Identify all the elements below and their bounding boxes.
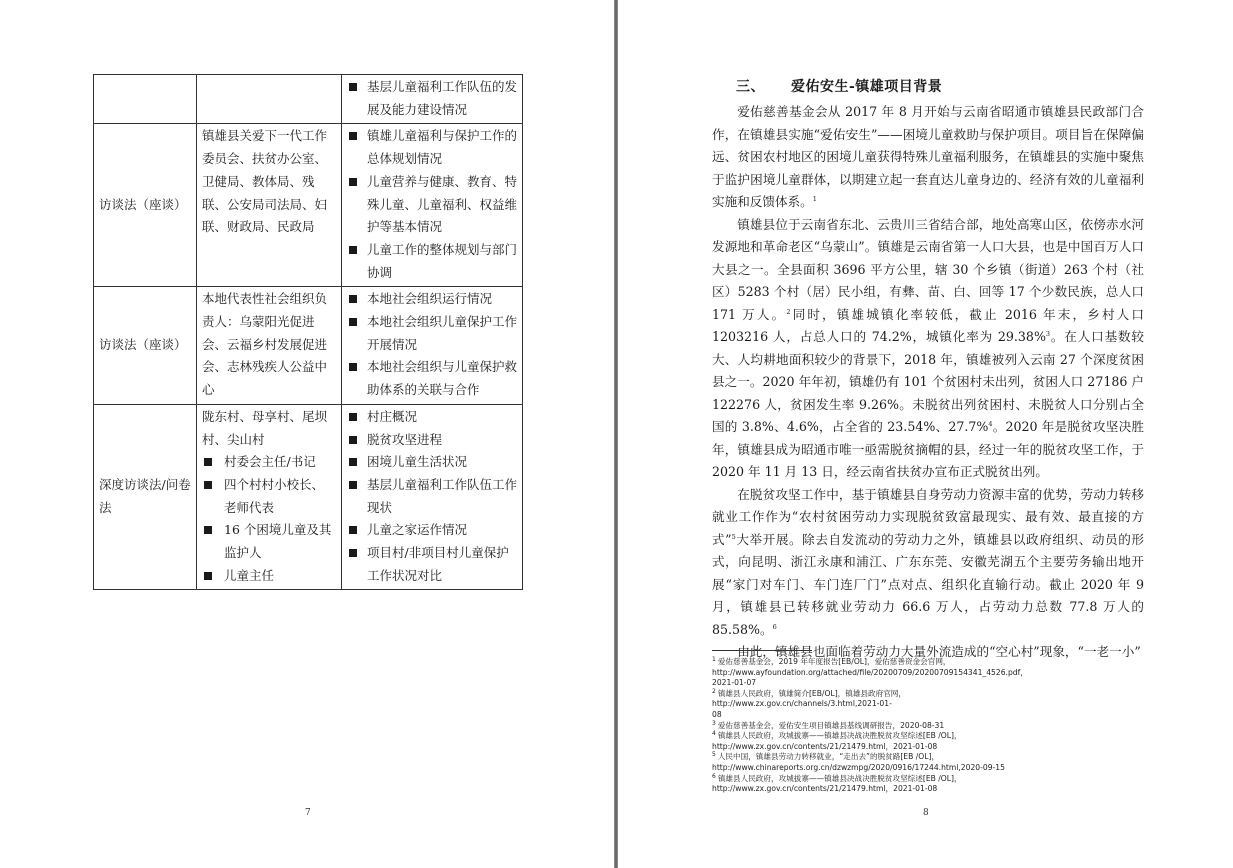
footnote-line: 爱佑慈善基金会，爱佑安生项目镇雄县基线调研报告，2020-08-31 (717, 720, 945, 730)
footnote (712, 752, 1032, 773)
content-item: 本地社会组织运行情况 (347, 288, 517, 311)
content-item: 困境儿童生活状况 (347, 451, 517, 474)
content-list (347, 406, 517, 588)
footnote (712, 731, 1032, 752)
table-row (94, 287, 523, 405)
content-list (347, 76, 517, 121)
interviewee-text: 本地代表性社会组织负责人：乌蒙阳光促进会、云福乡村发展促进会、志林残疾人公益中心 (202, 291, 328, 398)
paragraph-1 (712, 101, 1144, 214)
footnote-ref-4: 4 (988, 420, 993, 428)
footnote-number: 4 (712, 730, 716, 738)
footnote-line: http://www.zx.gov.cn/contents/21/21479.html，2021-01-08 (712, 784, 938, 794)
content-item: 脱贫攻坚进程 (347, 429, 517, 452)
paragraph-2-text-b: 同时，镇雄城镇化率较低，截止 2016 年末，乡村人口 1203216 人，占总人口的 74.2%，城镇化率为 29.38% (712, 306, 1144, 344)
paragraph-3-text-b: 大举开展。除去自发流动的劳动力之外，镇雄县以政府组织、动员的形式，向昆明、浙江永康和浦江、广东东莞、安徽芜湖五个主要劳务输出地开展“家门对车门、车门连厂门”点对点、组织化直输行动。截止 2020 年 9 月，镇雄县已转移就业劳动力 66.6 万人，占劳动力总数 77.8 万人的 85.58%。 (712, 531, 1144, 637)
paragraph-1-text: 爱佑慈善基金会从 2017 年 8 月开始与云南省昭通市镇雄县民政部门合作，在镇雄县实施“爱佑安生”——困境儿童救助与保护项目。项目旨在保障偏远、贫困农村地区的困境儿童获得特殊儿童福利服务，在镇雄县的实施中聚焦于监护困境儿童群体，以期建立起一套直达儿童身边的、经济有效的儿童福利实施和反馈体系。 (712, 104, 1144, 209)
footnote-line: http://www.chinareports.org.cn/dzwzmpg/2020/0916/17244.html,2020-09-15 (712, 762, 1005, 772)
paragraph-2-text-d: 。2020 年是脱贫攻坚决胜年，镇雄县成为昭通市唯一亟需脱贫摘帽的县，经过一年的脱贫攻坚工作，于 2020 年 11 月 13 日，经云南省扶贫办宣布正式脱贫出列。 (712, 419, 1144, 479)
method-cell (94, 75, 197, 124)
interviewee-text: 陇东村、母享村、尾坝村、尖山村 (202, 408, 328, 447)
footnote-line: 镇雄县人民政府，攻城拔寨——镇雄县决战决胜脱贫攻坚综述[EB /OL]， (717, 731, 962, 741)
content-list (347, 288, 517, 402)
footnote (712, 657, 1032, 689)
content-item: 村庄概况 (347, 406, 517, 429)
body-text (712, 101, 1144, 664)
content-item: 儿童营养与健康、教育、特殊儿童、儿童福利、权益维护等基本情况 (347, 171, 517, 239)
content-list (347, 125, 517, 284)
interviewee-text: 镇雄县关爱下一代工作委员会、扶贫办公室、卫健局、教体局、残联、公安局司法局、妇联、财政局、民政局 (202, 128, 328, 235)
footnotes (712, 657, 1032, 795)
interviewee-list (202, 451, 336, 587)
method-cell: 深度访谈法/问卷法 (94, 404, 197, 590)
footnote (712, 774, 1032, 795)
section-title-text: 爱佑安生-镇雄项目背景 (791, 79, 943, 95)
content-item: 儿童之家运作情况 (347, 519, 517, 542)
method-cell: 访谈法（座谈） (94, 287, 197, 405)
method-cell: 访谈法（座谈） (94, 124, 197, 287)
footnote-line: 08 (712, 709, 722, 719)
section-title (736, 76, 942, 96)
table-row (94, 75, 523, 124)
section-number: 三、 (736, 79, 765, 95)
interviewee-item: 四个村村小校长、老师代表 (202, 474, 336, 519)
footnote (712, 689, 1032, 721)
research-methods-table (93, 74, 523, 590)
content-item: 本地社会组织与儿童保护救助体系的关联与合作 (347, 356, 517, 401)
table-row (94, 404, 523, 590)
footnote-number: 1 (712, 656, 716, 663)
footnote-line: 镇雄县人民政府，攻城拔寨——镇雄县决战决胜脱贫攻坚综述[EB /OL]， (717, 773, 962, 783)
footnote-line: http://www.ayfoundation.org/attached/file/20200709/20200709154341_4526.pdf，2021-01-07 (712, 667, 1028, 688)
page-number-right: 8 (923, 808, 929, 818)
paragraph-2 (712, 214, 1144, 484)
interviewee-cell (197, 75, 342, 124)
content-item: 本地社会组织儿童保护工作开展情况 (347, 311, 517, 356)
interviewee-item: 儿童主任 (202, 565, 336, 588)
interviewee-cell (197, 404, 342, 590)
content-item: 基层儿童福利工作队伍的发展及能力建设情况 (347, 76, 517, 121)
footnote-ref-1: 1 (812, 195, 817, 203)
footnote-separator (712, 650, 812, 651)
paragraph-2-text-a: 镇雄县位于云南省东北、云贵川三省结合部，地处高寒山区，依傍赤水河发源地和革命老区“乌蒙山”。镇雄是云南省第一人口大县，也是中国百万人口大县之一。全县面积 3696 平方公里，辖 30 个乡镇（街道）263 个村（社区）5283 个村（居）民小组，有彝、苗、白、回等 17 个少数民族，总人口 171 万人。 (712, 216, 1144, 322)
footnote (712, 721, 1032, 732)
content-cell (342, 404, 523, 590)
footnote-number: 6 (712, 772, 716, 780)
footnote-number: 5 (712, 751, 716, 759)
content-cell (342, 75, 523, 124)
table-body (94, 75, 523, 590)
footnote-ref-5: 5 (731, 532, 736, 541)
interviewee-cell (197, 124, 342, 287)
paragraph-4: 由此，镇雄县也面临着劳动力大量外流造成的“空心村”现象，“一老一小” (737, 644, 1141, 659)
footnote-line: 人民中国，镇雄县劳动力转移就业，“走出去”的脱贫路[EB /OL]， (717, 752, 940, 762)
footnote-number: 3 (712, 719, 716, 727)
paragraph-3 (712, 484, 1144, 642)
content-item: 基层儿童福利工作队伍工作现状 (347, 474, 517, 519)
footnote-ref-6: 6 (772, 622, 777, 631)
content-cell (342, 287, 523, 405)
content-item: 镇雄儿童福利与保护工作的总体规划情况 (347, 125, 517, 170)
page-number-left: 7 (305, 808, 311, 818)
footnote-line: http://www.zx.gov.cn/contents/21/21479.html，2021-01-08 (712, 741, 938, 751)
content-item: 项目村/非项目村儿童保护工作状况对比 (347, 542, 517, 587)
interviewee-cell (197, 287, 342, 405)
content-item: 儿童工作的整体规划与部门协调 (347, 239, 517, 284)
footnote-number: 2 (712, 687, 716, 695)
interviewee-item: 16 个困境儿童及其监护人 (202, 519, 336, 564)
footnote-ref-3: 3 (1045, 330, 1051, 338)
interviewee-item: 村委会主任/书记 (202, 451, 336, 474)
paragraph-2-text-c: 。在人口基数较大、人均耕地面积较少的背景下，2018 年，镇雄被列入云南 27 个深度贫困县之一。2020 年年初，镇雄仍有 101 个贫困村未出列，贫困人口 27186 户 122276 人，贫困发生率 9.26%。未脱贫出列贫困村、未脱贫人口分别占全国的 3.8%、4.6%，占全省的 23.54%、27.7% (712, 329, 1145, 434)
footnote-line: 镇雄县人民政府，镇雄简介[EB/OL]，镇雄县政府官网，http://www.zx.gov.cn/channels/3.html,2021-01- (712, 688, 906, 709)
footnote-ref-2: 2 (786, 307, 791, 316)
paragraph-3-text-a: 在脱贫攻坚工作中，基于镇雄县自身劳动力资源丰富的优势，劳动力转移就业工作作为“农村贫困劳动力实现脱贫致富最现实、最有效、最直接的方式” (712, 486, 1144, 547)
footnote-line: 爱佑慈善基金会，2019 年年度报告[EB/OL]，爱佑慈善资金会官网， (717, 657, 951, 666)
content-cell (342, 124, 523, 287)
table-row (94, 124, 523, 287)
